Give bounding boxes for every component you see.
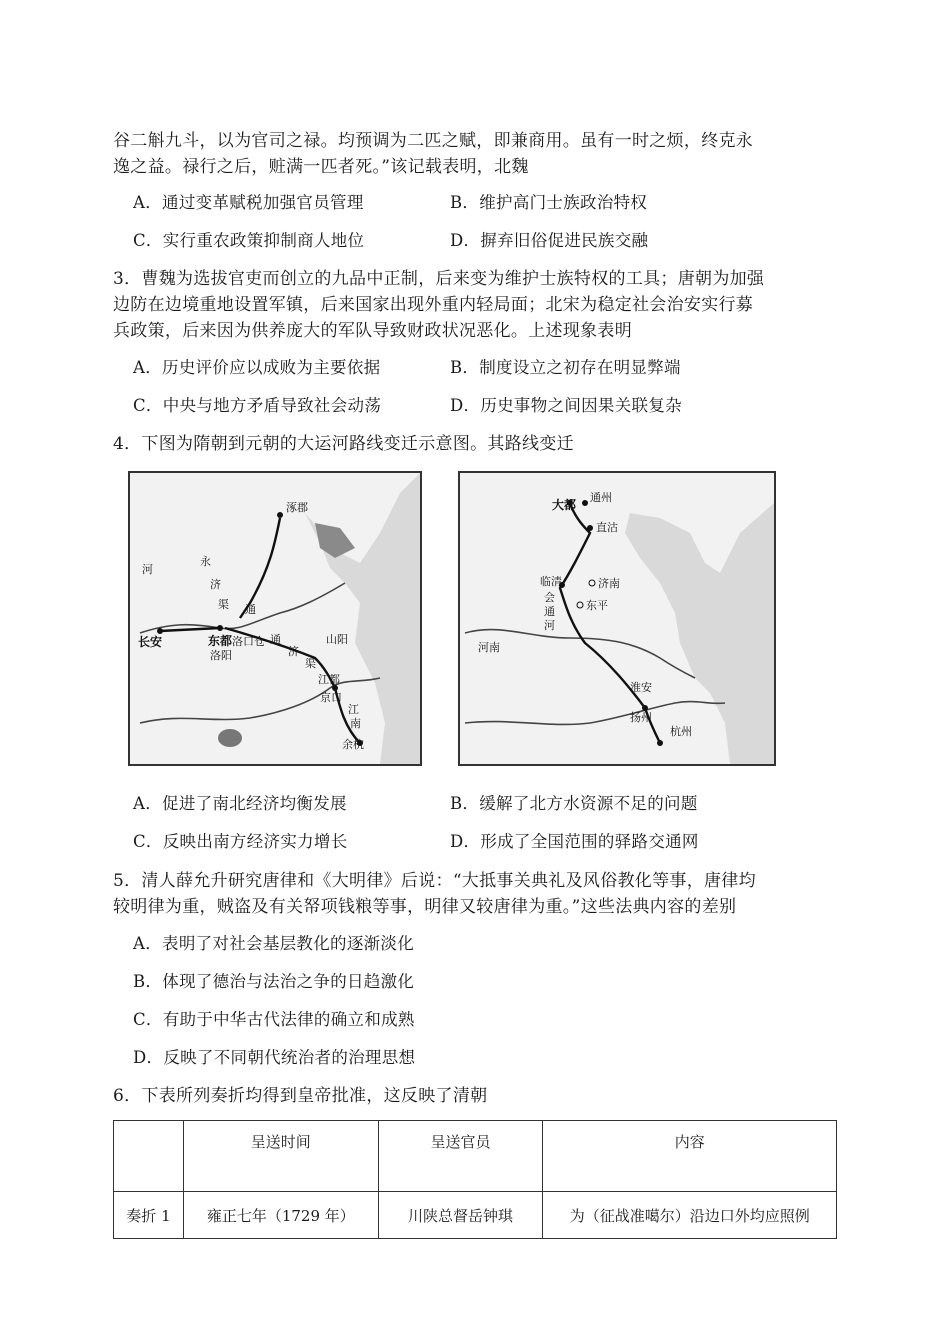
map-label: 山阳 [326, 633, 348, 646]
q3-text-line-1: 3．曹魏为选拔官吏而创立的九品中正制，后来变为维护士族特权的工具；唐朝为加强 [113, 269, 765, 289]
map-label: 直沽 [596, 521, 618, 534]
map-label: 河 [142, 563, 153, 576]
q2-text-line-2: 逸之益。禄行之后，赃满一匹者死。”该记载表明，北魏 [113, 157, 529, 177]
q2-option-d[interactable]: D．摒弃旧俗促进民族交融 [450, 231, 649, 250]
city-dot [157, 628, 163, 634]
table-header-cell [114, 1121, 184, 1192]
sui-canal-map [128, 471, 422, 766]
q2-text-line-1: 谷二斛九斗，以为官司之禄。均预调为二匹之赋，即兼商用。虽有一时之烦，终克永 [113, 131, 754, 151]
map-label: 扬州 [630, 711, 652, 724]
map-label: 东平 [586, 599, 608, 612]
map-label: 济南 [598, 577, 620, 590]
q5-option-b[interactable]: B．体现了德治与法治之争的日趋激化 [133, 972, 415, 991]
table-cell: 川陕总督岳钟琪 [378, 1192, 543, 1239]
table-row [114, 1192, 837, 1239]
map-label: 杭州 [670, 725, 692, 738]
table-cell: 奏折 1 [114, 1192, 184, 1239]
map-label: 济 [210, 578, 221, 591]
table-cell: 为（征战准噶尔）沿边口外均应照例 [543, 1192, 837, 1239]
q2-option-c[interactable]: C．实行重农政策抑制商人地位 [133, 231, 365, 250]
city-dot [277, 512, 283, 518]
q3-text-line-2: 边防在边境重地设置军镇，后来国家出现外重内轻局面；北宋为稳定社会治安实行募 [113, 295, 754, 315]
map-label: 通 [270, 633, 281, 646]
lake-shape [218, 729, 242, 747]
q6-stem: 6．下表所列奏折均得到皇帝批准，这反映了清朝 [113, 1086, 488, 1106]
map-label: 河南 [478, 641, 500, 654]
table-header-row [114, 1121, 837, 1192]
q5-option-a[interactable]: A．表明了对社会基层教化的逐渐淡化 [133, 934, 415, 953]
q5-text-line-1: 5．清人薛允升研究唐律和《大明律》后说：“大抵事关典礼及风俗教化等事，唐律均 [113, 871, 756, 891]
city-dot [582, 500, 588, 506]
map-label: 余杭 [342, 738, 364, 751]
map-label: 淮安 [630, 681, 652, 694]
q5-option-c[interactable]: C．有助于中华古代法律的确立和成熟 [133, 1010, 415, 1029]
map-label: 东都 [208, 634, 233, 648]
map-label: 京口 [320, 691, 342, 704]
map-label: 临清 [540, 575, 562, 588]
map-label: 渠 [218, 598, 229, 611]
q4-option-d[interactable]: D．形成了全国范围的驿路交通网 [450, 832, 699, 851]
yuan-canal-map-svg [460, 473, 774, 764]
map-label: 通 [245, 603, 256, 616]
q4-option-b[interactable]: B．缓解了北方水资源不足的问题 [450, 794, 698, 813]
map-label: 江都 [318, 673, 340, 686]
q3-option-b[interactable]: B．制度设立之初存在明显弊端 [450, 358, 681, 377]
memorial-table [113, 1120, 837, 1239]
city-dot [587, 525, 593, 531]
map-label: 涿郡 [286, 501, 308, 514]
table-header-cell: 呈送时间 [183, 1121, 378, 1192]
map-label: 江 [348, 703, 359, 716]
q5-text-line-2: 较明律为重，贼盗及有关帑项钱粮等事，明律又较唐律为重。”这些法典内容的差别 [113, 897, 737, 917]
map-label: 济 [288, 645, 299, 658]
map-label: 洛阳 [210, 649, 232, 662]
q4-option-a[interactable]: A．促进了南北经济均衡发展 [133, 794, 347, 813]
q3-option-c[interactable]: C．中央与地方矛盾导致社会动荡 [133, 396, 382, 415]
map-label: 洛口仓 [232, 635, 265, 648]
map-label: 河 [544, 619, 555, 632]
table-header-cell: 内容 [543, 1121, 837, 1192]
table-cell: 雍正七年（1729 年） [183, 1192, 378, 1239]
table-header-cell: 呈送官员 [378, 1121, 543, 1192]
map-label: 大都 [552, 498, 577, 512]
map-label: 南 [350, 717, 361, 730]
sui-canal-map-svg [130, 473, 420, 764]
q3-option-d[interactable]: D．历史事物之间因果关联复杂 [450, 396, 682, 415]
map-label: 永 [200, 555, 211, 568]
map-label: 长安 [138, 635, 163, 649]
q3-option-a[interactable]: A．历史评价应以成败为主要依据 [133, 358, 381, 377]
map-label: 通 [544, 605, 555, 618]
q4-option-c[interactable]: C．反映出南方经济实力增长 [133, 832, 348, 851]
map-label: 通州 [590, 491, 612, 504]
map-label: 会 [544, 591, 555, 604]
q2-option-a[interactable]: A．通过变革赋税加强官员管理 [133, 193, 364, 212]
map-label: 渠 [305, 657, 316, 670]
q4-stem: 4．下图为隋朝到元朝的大运河路线变迁示意图。其路线变迁 [113, 434, 574, 454]
q3-text-line-3: 兵政策，后来因为供养庞大的军队导致财政状况恶化。上述现象表明 [113, 321, 632, 341]
q2-option-b[interactable]: B．维护高门士族政治特权 [450, 193, 648, 212]
city-dot [657, 740, 663, 746]
yuan-canal-map [458, 471, 776, 766]
city-dot [217, 625, 223, 631]
q5-option-d[interactable]: D．反映了不同朝代统治者的治理思想 [133, 1048, 416, 1067]
